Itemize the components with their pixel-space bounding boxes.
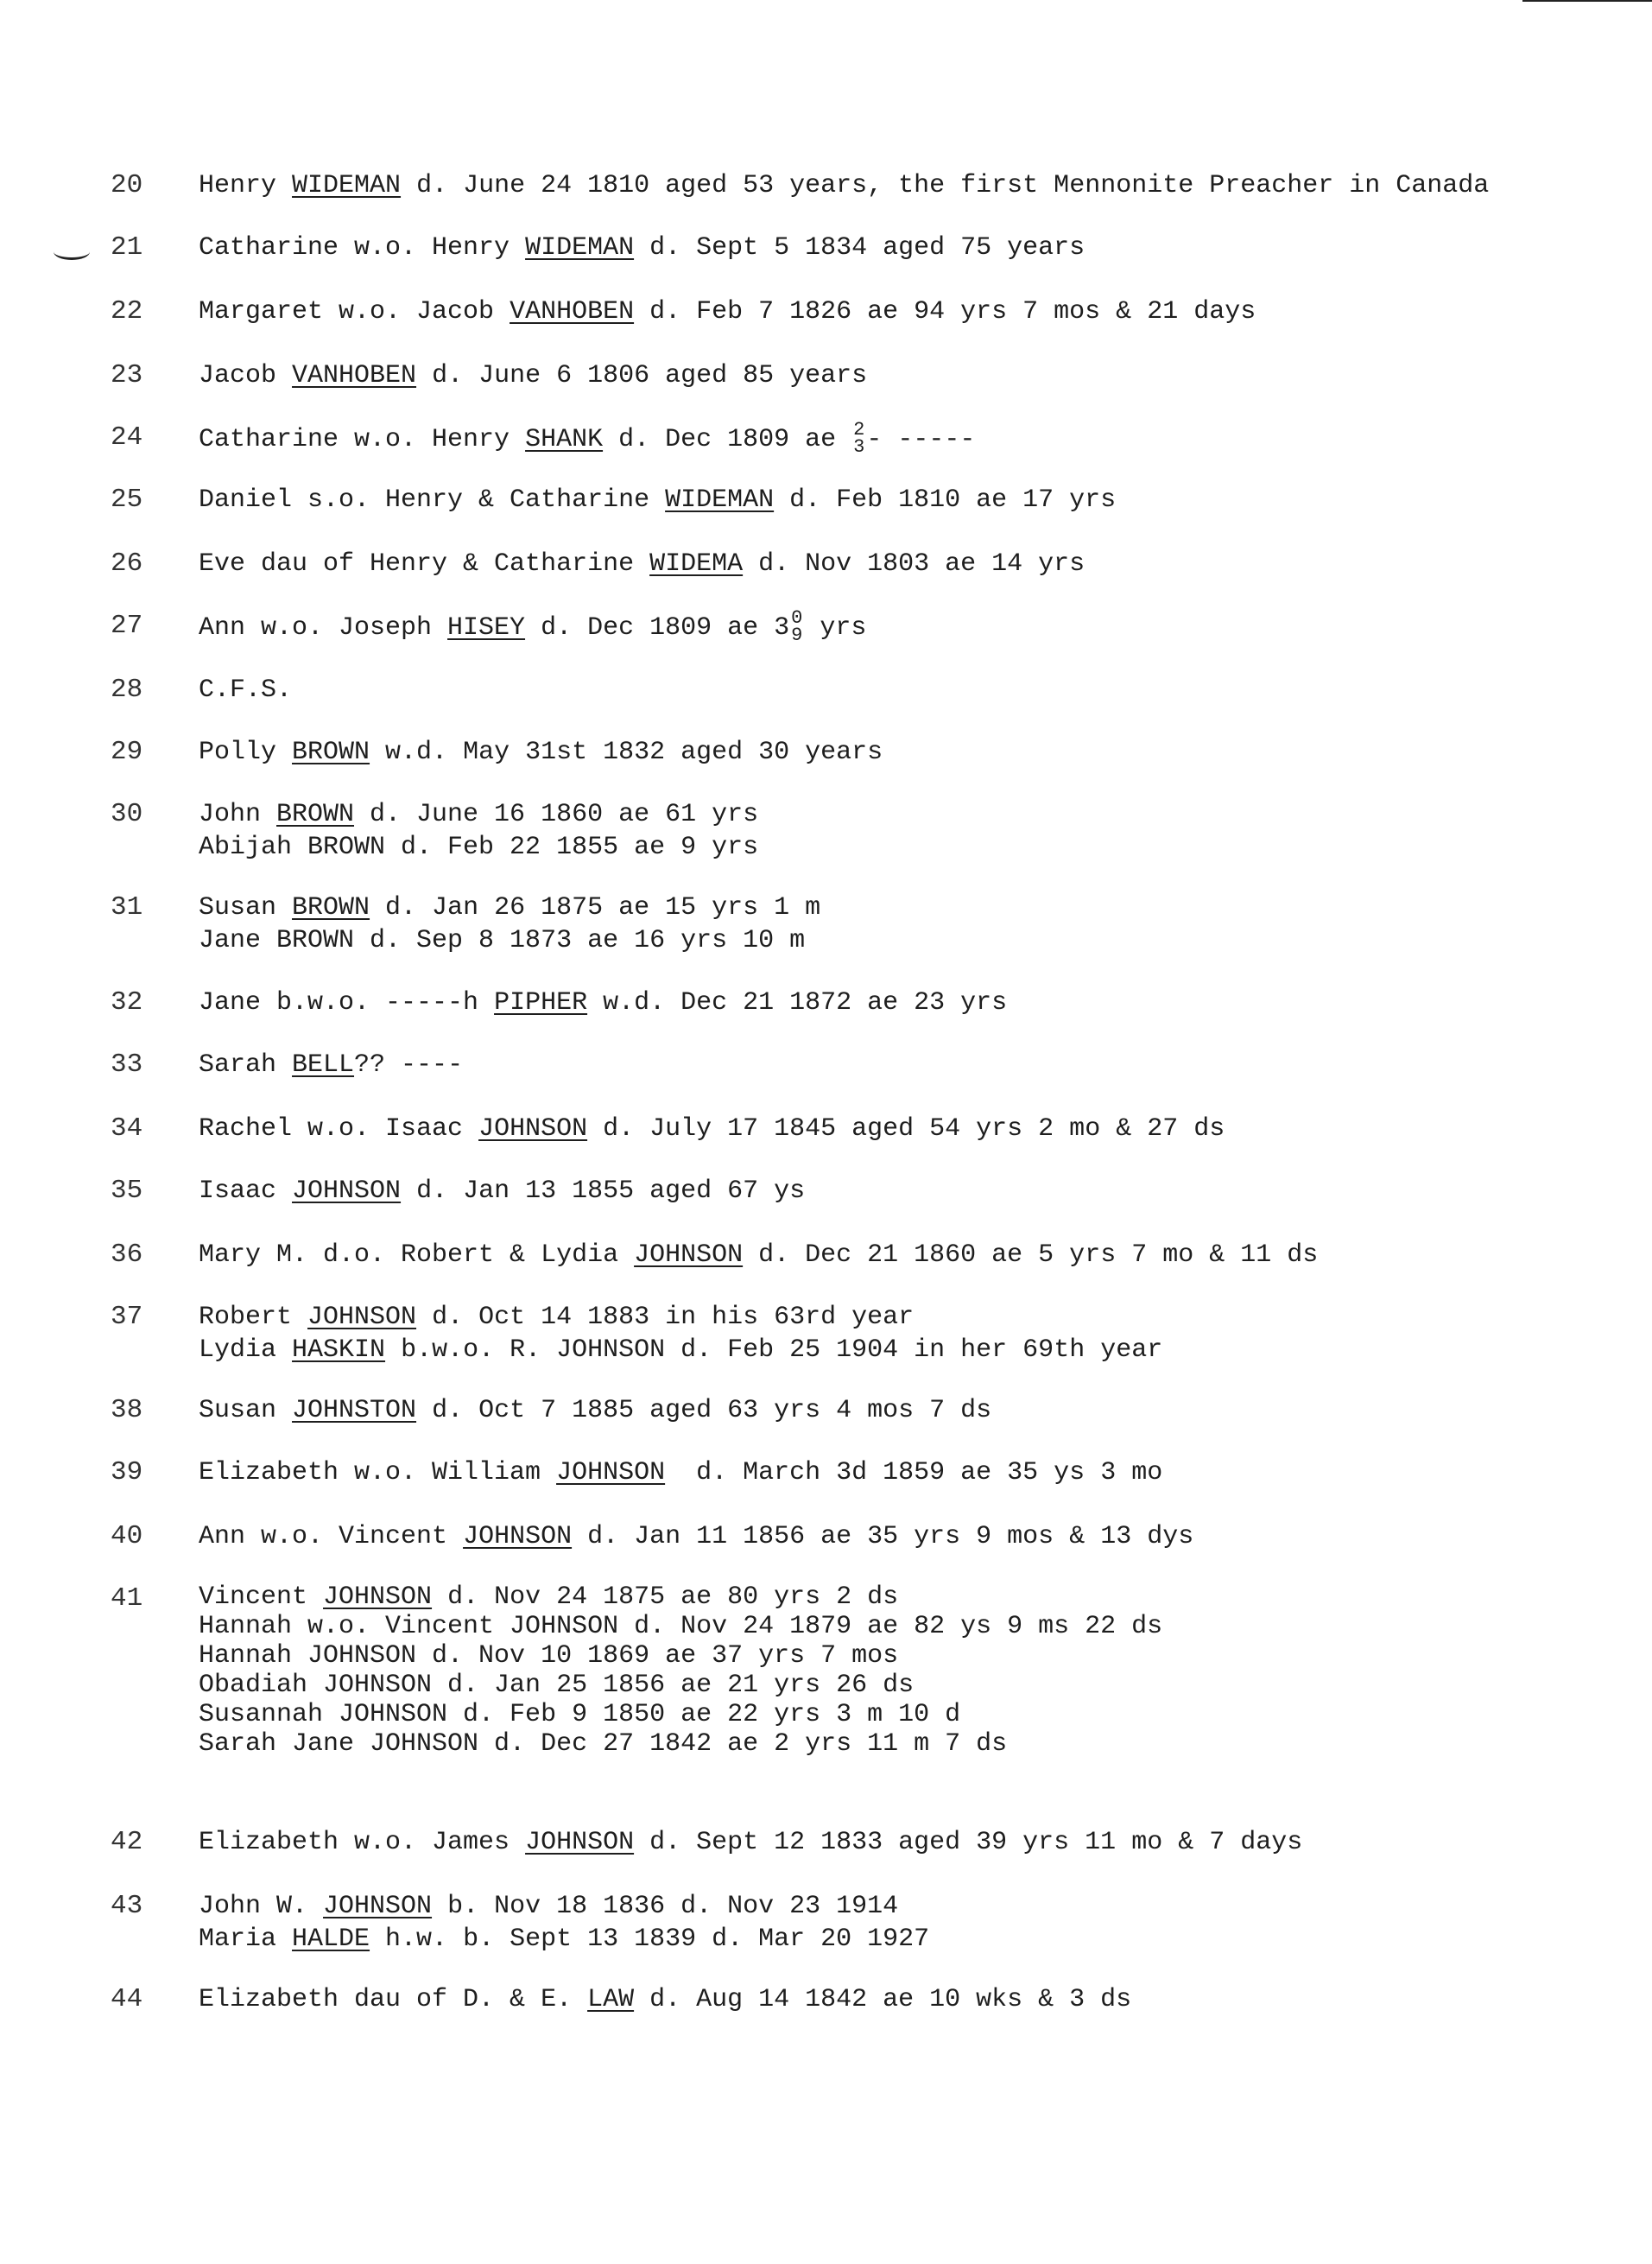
surname: JOHNSON: [323, 1892, 433, 1921]
entry-line: [199, 419, 1632, 458]
entry-text-segment: Abijah BROWN d. Feb 22 1855 ae 9 yrs: [199, 833, 759, 862]
entry-text-segment: Maria: [199, 1925, 293, 1954]
entry-line: [199, 169, 1632, 202]
surname: BROWN: [276, 800, 355, 829]
entry-text-segment: d. June 6 1806 aged 85 years: [416, 361, 868, 390]
entry-text: [199, 359, 1632, 392]
entry-line: [199, 231, 1632, 264]
entry-text-segment: Margaret w.o. Jacob: [199, 297, 510, 327]
entry-number: 25: [111, 485, 143, 515]
entry-number: 35: [111, 1176, 143, 1206]
entry-line: [199, 1700, 1632, 1729]
entry-number: 31: [111, 892, 143, 923]
entry-text: [199, 1520, 1632, 1553]
entry-text-segment: Jane BROWN d. Sep 8 1873 ae 16 yrs 10 m: [199, 926, 806, 955]
entry-line: [199, 1729, 1632, 1759]
entry-text: [199, 1826, 1632, 1859]
entry-text-segment: Lydia: [199, 1335, 293, 1365]
entry-text-segment: Daniel s.o. Henry & Catharine: [199, 485, 666, 515]
entry-text-segment: Elizabeth w.o. William: [199, 1458, 557, 1487]
entry-number: 30: [111, 799, 143, 829]
surname: WIDEMAN: [292, 171, 402, 200]
entry-number: 44: [111, 1984, 143, 2014]
entry-text: [199, 736, 1632, 769]
entry-line: [199, 359, 1632, 392]
entry-text-segment: d. Jan 13 1855 aged 67 ys: [401, 1176, 806, 1206]
entry-line: [199, 1301, 1632, 1334]
entry-text-segment: h.w. b. Sept 13 1839 d. Mar 20 1927: [370, 1925, 930, 1954]
entry-number: 43: [111, 1891, 143, 1921]
entry-line: [199, 1826, 1632, 1859]
surname: JOHNSON: [292, 1176, 402, 1206]
surname: WIDEMAN: [525, 233, 635, 263]
surname: VANHOBEN: [510, 297, 635, 327]
entry-text: [199, 1983, 1632, 2016]
entry-text-segment: Jane b.w.o. -----h: [199, 988, 495, 1018]
entry-text-segment: Susan: [199, 1396, 293, 1425]
entry-number: 22: [111, 296, 143, 327]
entry-text-segment: Eve dau of Henry & Catharine: [199, 549, 650, 579]
entry-line: [199, 1334, 1632, 1367]
entry-text-segment: d. March 3d 1859 ae 35 ys 3 mo: [665, 1458, 1163, 1487]
entry-line: [199, 295, 1632, 328]
entry-text-segment: Obadiah JOHNSON d. Jan 25 1856 ae 21 yrs 26 ds: [199, 1671, 915, 1700]
entry-text-segment: Hannah JOHNSON d. Nov 10 1869 ae 37 yrs 7 mos: [199, 1641, 899, 1671]
entry-line: [199, 484, 1632, 517]
entry-line: [199, 1239, 1632, 1272]
surname: JOHNSON: [478, 1114, 588, 1144]
entry-line: [199, 1582, 1632, 1612]
entry-text-segment: d. Feb 1810 ae 17 yrs: [774, 485, 1117, 515]
entry-text-segment: Ann w.o. Vincent: [199, 1522, 464, 1551]
entry-text-segment: d. Dec 1809 ae: [603, 424, 852, 454]
entry-text: [199, 798, 1632, 864]
entry-text-segment: John: [199, 800, 277, 829]
entry-text-segment: d. June 16 1860 ae 61 yrs: [354, 800, 759, 829]
stacked-digits: 0 9: [791, 607, 803, 646]
entry-text: [199, 1113, 1632, 1145]
entry-line: [199, 1049, 1632, 1081]
entry-line: [199, 1113, 1632, 1145]
entry-text-segment: Susan: [199, 893, 293, 923]
entry-text-segment: Mary M. d.o. Robert & Lydia: [199, 1240, 635, 1270]
entry-number: 36: [111, 1240, 143, 1270]
entry-text: [199, 169, 1632, 202]
entry-text-segment: - -----: [866, 424, 976, 454]
surname: BROWN: [292, 738, 370, 767]
entry-line: [199, 1175, 1632, 1208]
surname: JOHNSON: [323, 1582, 433, 1612]
entry-text: [199, 1890, 1632, 1956]
entry-text-segment: d. Nov 24 1875 ae 80 yrs 2 ds: [432, 1582, 899, 1612]
entry-text: [199, 607, 1632, 646]
entry-line: [199, 1612, 1632, 1641]
surname: JOHNSON: [463, 1522, 573, 1551]
entry-number: 20: [111, 170, 143, 200]
entry-text-segment: Sarah: [199, 1050, 293, 1080]
stacked-digits: 2 3: [853, 419, 865, 458]
surname: JOHNSON: [634, 1240, 744, 1270]
entry-text: [199, 1175, 1632, 1208]
surname: JOHNSON: [525, 1828, 635, 1857]
entry-line: [199, 548, 1632, 580]
entry-text-segment: ?? ----: [354, 1050, 464, 1080]
entry-text: [199, 548, 1632, 580]
entry-number: 37: [111, 1302, 143, 1332]
entry-text-segment: d. Dec 21 1860 ae 5 yrs 7 mo & 11 ds: [743, 1240, 1319, 1270]
surname: VANHOBEN: [292, 361, 417, 390]
entry-text-segment: d. Jan 26 1875 ae 15 yrs 1 m: [370, 893, 821, 923]
entry-number: 32: [111, 987, 143, 1018]
entry-text-segment: C.F.S.: [199, 675, 293, 705]
entry-text-segment: Catharine w.o. Henry: [199, 233, 526, 263]
entry-number: 38: [111, 1395, 143, 1425]
surname: BELL: [292, 1050, 355, 1080]
entry-text-segment: w.d. Dec 21 1872 ae 23 yrs: [587, 988, 1008, 1018]
entry-text-segment: d. June 24 1810 aged 53 years, the first Mennonite Preacher in Canada: [401, 171, 1490, 200]
surname: JOHNSON: [307, 1303, 417, 1332]
entry-number: 23: [111, 360, 143, 390]
entry-line: [199, 1456, 1632, 1489]
entry-text-segment: d. Oct 14 1883 in his 63rd year: [416, 1303, 915, 1332]
entry-line: [199, 1671, 1632, 1700]
entry-text: [199, 295, 1632, 328]
entry-line: [199, 1923, 1632, 1956]
entry-text-segment: Robert: [199, 1303, 308, 1332]
entry-text-segment: Henry: [199, 171, 293, 200]
entry-text-segment: Susannah JOHNSON d. Feb 9 1850 ae 22 yrs 3 m 10 d: [199, 1700, 961, 1729]
entry-text-segment: d. Sept 12 1833 aged 39 yrs 11 mo & 7 days: [634, 1828, 1303, 1857]
surname: JOHNSTON: [292, 1396, 417, 1425]
entry-number: 26: [111, 549, 143, 579]
entry-text-segment: Ann w.o. Joseph: [199, 612, 448, 643]
entry-line: [199, 924, 1632, 957]
surname: WIDEMAN: [665, 485, 775, 515]
entry-text-segment: d. Nov 1803 ae 14 yrs: [743, 549, 1086, 579]
entry-text-segment: Elizabeth dau of D. & E.: [199, 1985, 588, 2014]
entry-number: 21: [111, 232, 143, 263]
entry-line: [199, 736, 1632, 769]
entry-number: 41: [111, 1583, 143, 1614]
entry-text-segment: d. Sept 5 1834 aged 75 years: [634, 233, 1086, 263]
entry-number: 39: [111, 1457, 143, 1487]
entry-line: [199, 607, 1632, 646]
entry-text-segment: Rachel w.o. Isaac: [199, 1114, 479, 1144]
entry-number: 24: [111, 422, 143, 453]
surname: JOHNSON: [556, 1458, 666, 1487]
entry-text-segment: Elizabeth w.o. James: [199, 1828, 526, 1857]
surname: BROWN: [292, 893, 370, 923]
surname: PIPHER: [494, 988, 588, 1018]
entry-text: [199, 1049, 1632, 1081]
entry-text-segment: d. Aug 14 1842 ae 10 wks & 3 ds: [634, 1985, 1132, 2014]
entry-text: [199, 674, 1632, 707]
entry-line: [199, 1890, 1632, 1923]
surname: HALDE: [292, 1925, 370, 1954]
entry-text-segment: Vincent: [199, 1582, 324, 1612]
entry-text: [199, 1394, 1632, 1427]
entry-line: [199, 1641, 1632, 1671]
entry-text-segment: b.w.o. R. JOHNSON d. Feb 25 1904 in her 69th year: [385, 1335, 1163, 1365]
entry-text-segment: Sarah Jane JOHNSON d. Dec 27 1842 ae 2 yrs 11 m 7 ds: [199, 1729, 1008, 1759]
entry-text: [199, 1456, 1632, 1489]
entry-text-segment: John W.: [199, 1892, 324, 1921]
surname: LAW: [587, 1985, 635, 2014]
surname: SHANK: [525, 424, 604, 454]
entry-text-segment: d. Dec 1809 ae 3: [525, 612, 790, 643]
entry-text-segment: d. Feb 7 1826 ae 94 yrs 7 mos & 21 days: [634, 297, 1256, 327]
entry-number: 27: [111, 611, 143, 641]
entry-number: 40: [111, 1521, 143, 1551]
entry-text: [199, 484, 1632, 517]
entry-text-segment: w.d. May 31st 1832 aged 30 years: [370, 738, 883, 767]
entry-text-segment: Isaac: [199, 1176, 293, 1206]
entry-text: [199, 231, 1632, 264]
entry-line: [199, 674, 1632, 707]
entry-line: [199, 891, 1632, 924]
surname: HISEY: [447, 612, 526, 643]
entry-text-segment: Jacob: [199, 361, 293, 390]
entry-text: [199, 1582, 1632, 1759]
entry-text: [199, 891, 1632, 957]
page-edge-mark: [1522, 0, 1652, 2]
entry-line: [199, 1983, 1632, 2016]
entry-text-segment: Hannah w.o. Vincent JOHNSON d. Nov 24 1879 ae 82 ys 9 ms 22 ds: [199, 1612, 1163, 1641]
entry-text-segment: Polly: [199, 738, 293, 767]
entry-text-segment: yrs: [804, 612, 867, 643]
entry-text-segment: b. Nov 18 1836 d. Nov 23 1914: [432, 1892, 899, 1921]
entry-line: [199, 1394, 1632, 1427]
surname: WIDEMA: [649, 549, 744, 579]
entry-text: [199, 419, 1632, 458]
entry-text-segment: d. Oct 7 1885 aged 63 yrs 4 mos 7 ds: [416, 1396, 992, 1425]
entry-line: [199, 1520, 1632, 1553]
entry-text: [199, 1239, 1632, 1272]
entry-line: [199, 986, 1632, 1019]
entry-number: 34: [111, 1113, 143, 1144]
entry-text-segment: Catharine w.o. Henry: [199, 424, 526, 454]
entry-number: 42: [111, 1827, 143, 1857]
entry-text: [199, 1301, 1632, 1367]
entry-number: 33: [111, 1050, 143, 1080]
entry-line: [199, 831, 1632, 864]
entry-number: 29: [111, 737, 143, 767]
entry-line: [199, 798, 1632, 831]
surname: HASKIN: [292, 1335, 386, 1365]
margin-bracket-mark: [54, 244, 90, 260]
entry-text-segment: d. July 17 1845 aged 54 yrs 2 mo & 27 ds: [587, 1114, 1225, 1144]
entry-number: 28: [111, 675, 143, 705]
entry-text: [199, 986, 1632, 1019]
entry-text-segment: d. Jan 11 1856 ae 35 yrs 9 mos & 13 dys: [572, 1522, 1194, 1551]
